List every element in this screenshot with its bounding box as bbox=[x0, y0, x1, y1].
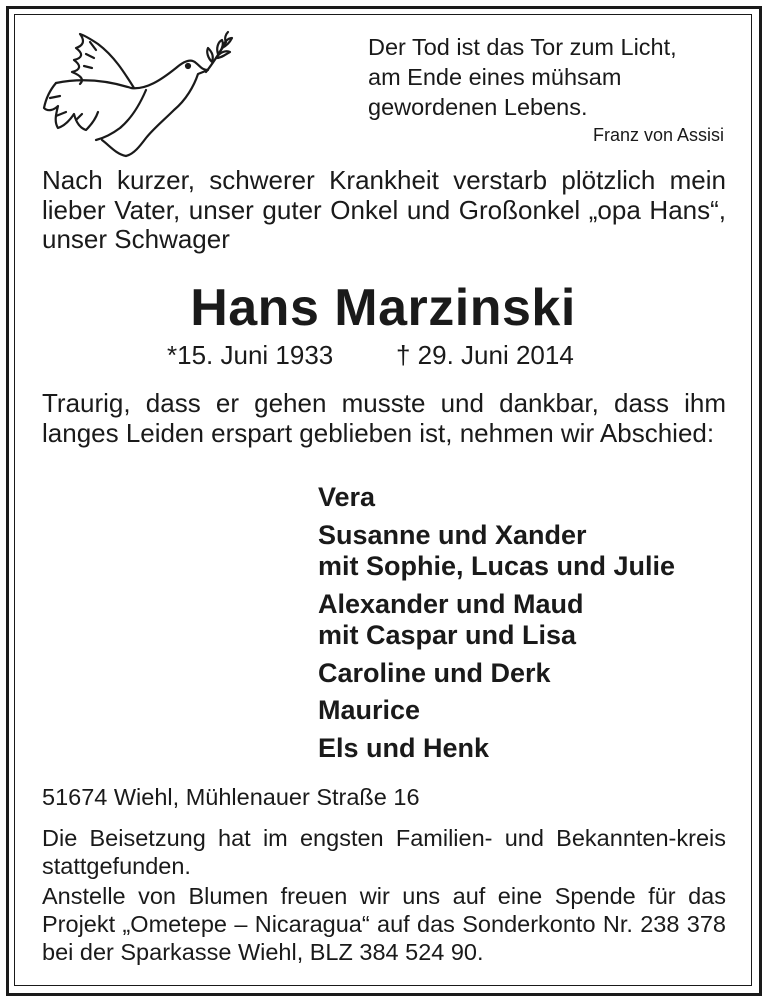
dove-icon bbox=[36, 28, 236, 163]
mourner-group bbox=[318, 658, 738, 690]
mourner-line: Caroline und Derk bbox=[318, 657, 551, 688]
mourner-line: Maurice bbox=[318, 695, 421, 725]
mourner-line: mit Caspar und Lisa bbox=[318, 620, 577, 650]
death-date: † 29. Juni 2014 bbox=[396, 340, 574, 370]
quote-author: Franz von Assisi bbox=[592, 125, 724, 145]
mourners-list bbox=[318, 482, 738, 770]
quote-line: am Ende eines mühsam bbox=[368, 64, 622, 90]
quote-line: Der Tod ist das Tor zum Licht, bbox=[368, 34, 677, 60]
mourner-line: mit Sophie, Lucas und Julie bbox=[318, 551, 676, 581]
mourner-line: Susanne und Xander bbox=[318, 519, 587, 550]
mourner-group bbox=[318, 589, 738, 652]
farewell-text: Traurig, dass er gehen musste und dankbar, dass ihm langes Leiden erspart geblieben ist, nehmen wir Abschied: bbox=[42, 388, 726, 448]
mourner-line: Alexander und Maud bbox=[318, 588, 584, 619]
mourner-line: Els und Henk bbox=[318, 732, 490, 763]
quote bbox=[368, 32, 728, 122]
birth-date: *15. Juni 1933 bbox=[167, 340, 334, 370]
mourner-group bbox=[318, 520, 738, 583]
mourner-group bbox=[318, 695, 738, 727]
quote-line: gewordenen Lebens. bbox=[368, 94, 588, 120]
mourner-group bbox=[318, 733, 738, 765]
address: 51674 Wiehl, Mühlenauer Straße 16 bbox=[42, 784, 420, 810]
mourner-group bbox=[318, 482, 738, 514]
burial-note: Die Beisetzung hat im engsten Familien- und Bekannten-kreis stattgefunden. bbox=[42, 825, 726, 879]
mourner-line: Vera bbox=[318, 482, 376, 512]
intro-text: Nach kurzer, schwerer Krankheit verstarb plötzlich mein lieber Vater, unser guter Onkel und Großonkel „opa Hans“, unser Schwager bbox=[42, 165, 726, 254]
donation-note: Anstelle von Blumen freuen wir uns auf eine Spende für das Projekt „Ometepe – Nicaragua“ auf das Sonderkonto Nr. 238 378 bei der Sparkasse Wiehl, BLZ 384 524 90. bbox=[42, 883, 726, 965]
deceased-name: Hans Marzinski bbox=[190, 279, 576, 337]
